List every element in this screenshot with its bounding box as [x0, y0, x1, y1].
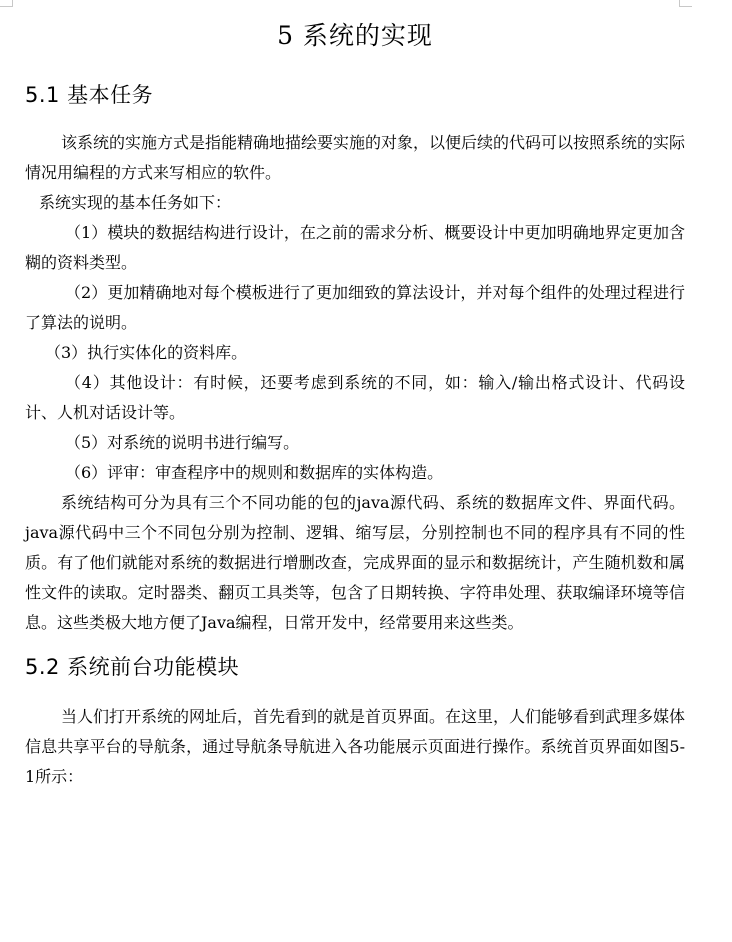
paragraph: 当人们打开系统的网址后，首先看到的就是首页界面。在这里，人们能够看到武理多媒体信息共享平台的导航条，通过导航条导航进入各功能展示页面进行操作。系统首页界面如图5-1所示：	[25, 707, 686, 786]
section-heading-5-1: 5.1 基本任务	[25, 83, 154, 107]
section-heading-5-2: 5.2 系统前台功能模块	[25, 655, 240, 679]
chapter-title: 5 系统的实现	[277, 21, 433, 50]
list-item: （4）其他设计：有时候，还要考虑到系统的不同，如：输入/输出格式设计、代码设计、人机对话设计等。	[25, 373, 685, 422]
list-item: （6）评审：审查程序中的规则和数据库的实体构造。	[65, 463, 444, 482]
list-item: （2）更加精确地对每个模板进行了更加细致的算法设计，并对每个组件的处理过程进行了算法的说明。	[25, 283, 685, 332]
list-item: （1）模块的数据结构进行设计，在之前的需求分析、概要设计中更加明确地界定更加含糊的资料类型。	[25, 223, 685, 272]
page-corner-mark-right	[679, 0, 692, 7]
paragraph: 系统结构可分为具有三个不同功能的包的java源代码、系统的数据库文件、界面代码。java源代码中三个不同包分别为控制、逻辑、缩写层，分别控制也不同的程序具有不同的性质。有了他们就能对系统的数据进行增删改查，完成界面的显示和数据统计，产生随机数和属性文件的读取。定时器类、翻页工具类等，包含了日期转换、字符串处理、获取编译环境等信息。这些类极大地方便了Java编程，日常开发中，经常要用来这些类。	[25, 493, 685, 632]
document-page	[25, 18, 685, 792]
section-body-5-2	[25, 702, 685, 792]
list-item: （5）对系统的说明书进行编写。	[65, 433, 300, 452]
page-corner-mark-left	[0, 0, 13, 7]
paragraph: 系统实现的基本任务如下：	[39, 193, 232, 212]
list-item: （3）执行实体化的资料库。	[45, 343, 248, 362]
paragraph: 该系统的实施方式是指能精确地描绘要实施的对象，以便后续的代码可以按照系统的实际情况用编程的方式来写相应的软件。	[25, 133, 686, 182]
section-body-5-1	[25, 128, 685, 638]
